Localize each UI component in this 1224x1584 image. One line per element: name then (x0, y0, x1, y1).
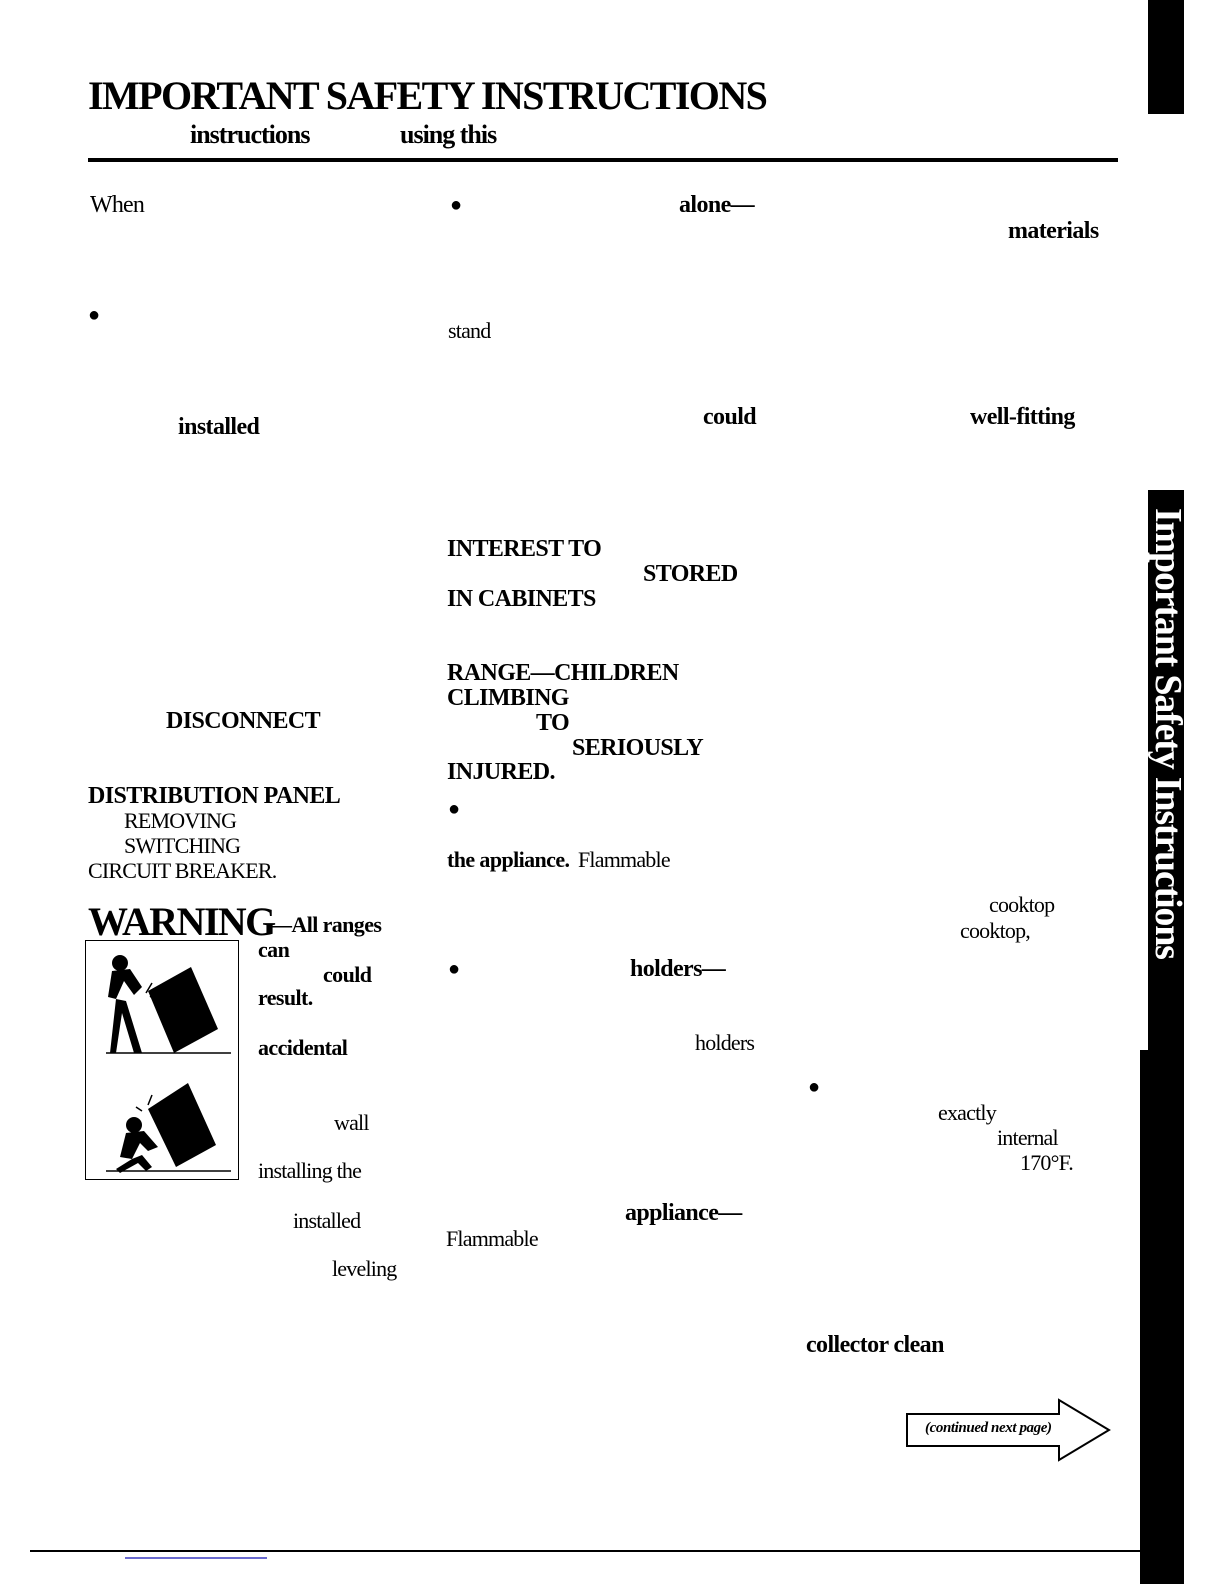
continued-label: (continued next page) (925, 1420, 1052, 1436)
footer-accent-line (125, 1557, 267, 1559)
anti-tip-illustration (85, 940, 239, 1180)
bullet: ● (448, 798, 461, 820)
text-can: can (258, 937, 290, 962)
text-could-2: could (703, 404, 757, 430)
subtitle-using-this: using this (400, 120, 497, 149)
text-flammable-2: Flammable (446, 1226, 538, 1251)
text-interest-to: INTEREST TO (447, 536, 602, 562)
text-could: could (323, 962, 372, 987)
text-exactly: exactly (938, 1100, 996, 1125)
warning-all-ranges: —All ranges (270, 912, 382, 937)
text-flammable-1: Flammable (578, 847, 670, 872)
text-stored: STORED (643, 561, 738, 587)
text-materials: materials (1008, 218, 1099, 244)
bullet: ● (448, 958, 461, 980)
text-removing: REMOVING (124, 808, 237, 833)
text-circuit-breaker: CIRCUIT BREAKER. (88, 858, 277, 883)
text-wall: wall (334, 1110, 369, 1135)
bullet: ● (450, 194, 463, 216)
side-tab-top (1148, 0, 1184, 114)
text-cooktop-1: cooktop (989, 892, 1055, 917)
text-seriously: SERIOUSLY (572, 735, 704, 761)
text-injured: INJURED. (447, 759, 555, 785)
text-installed-2: installed (293, 1208, 361, 1233)
text-well-fitting: well-fitting (970, 404, 1075, 430)
page-title: IMPORTANT SAFETY INSTRUCTIONS (88, 73, 767, 118)
subtitle-instructions: instructions (190, 120, 310, 149)
tip-over-icon (86, 941, 237, 1178)
text-result: result. (258, 985, 313, 1010)
text-alone: alone— (679, 192, 755, 218)
text-internal: internal (997, 1125, 1058, 1150)
text-disconnect: DISCONNECT (166, 708, 321, 734)
header-rule (88, 158, 1118, 162)
bullet: ● (88, 304, 101, 326)
bullet: ● (808, 1076, 821, 1098)
text-accidental: accidental (258, 1035, 348, 1060)
warning-heading: WARNING (88, 899, 275, 944)
text-installed: installed (178, 414, 260, 440)
text-in-cabinets: IN CABINETS (447, 586, 596, 612)
text-holders-bold: holders— (630, 956, 726, 982)
text-appliance: appliance— (625, 1200, 742, 1226)
text-holders: holders (695, 1030, 755, 1055)
text-installing-the: installing the (258, 1158, 362, 1183)
text-stand: stand (448, 318, 491, 343)
text-the-appliance: the appliance. (447, 847, 570, 872)
side-tab-bottom (1140, 1050, 1184, 1584)
text-temperature: 170°F. (1020, 1150, 1073, 1175)
text-cooktop-2: cooktop, (960, 918, 1030, 943)
text-collector-clean: collector clean (806, 1332, 944, 1358)
text-distribution-panel: DISTRIBUTION PANEL (88, 783, 341, 809)
footer-rule (30, 1550, 1140, 1552)
text-to: TO (536, 710, 570, 736)
side-tab-label: Important Safety Instructions (1147, 508, 1189, 959)
continued-next-page-arrow (905, 1398, 1115, 1467)
text-range-children: RANGE—CHILDREN (447, 660, 679, 686)
intro-text: When (90, 192, 145, 218)
text-switching: SWITCHING (124, 833, 241, 858)
text-climbing: CLIMBING (447, 685, 569, 711)
text-leveling: leveling (332, 1256, 397, 1281)
